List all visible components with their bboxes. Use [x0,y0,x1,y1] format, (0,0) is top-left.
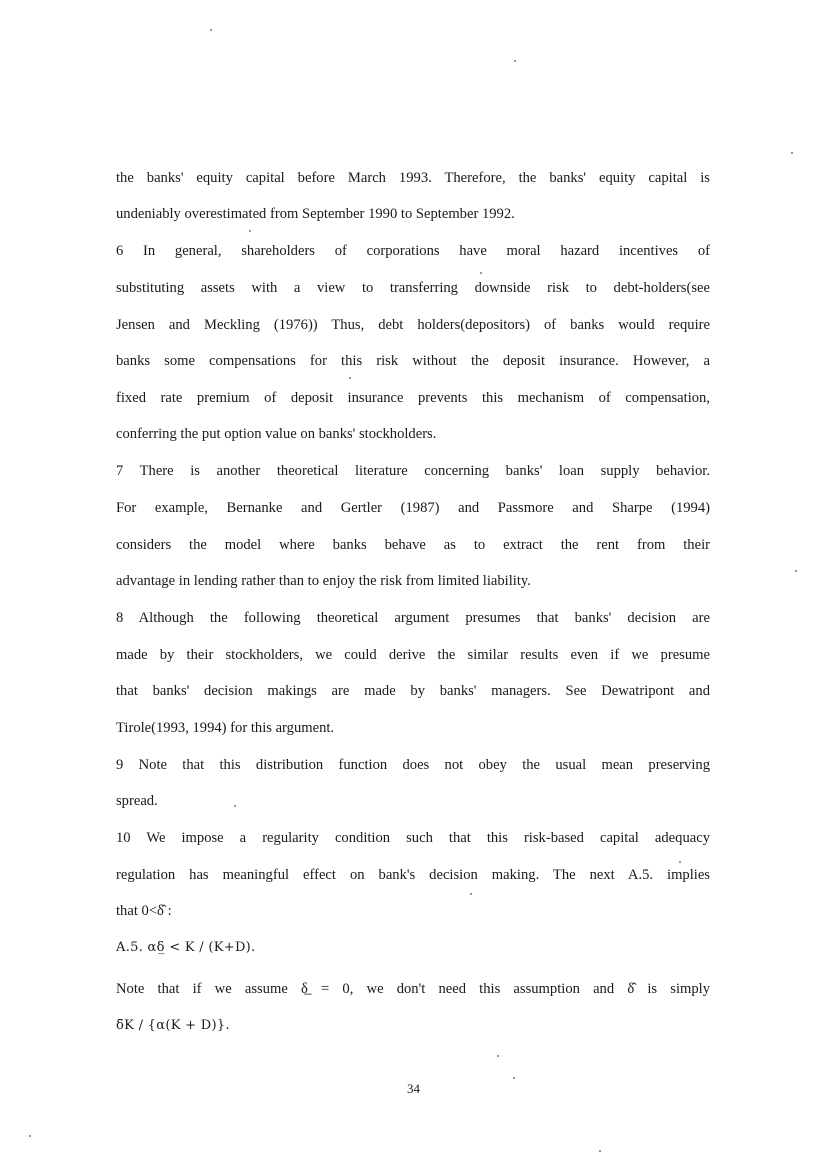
scan-speck [349,377,351,379]
footnote-10-line: 10 We impose a regularity condition such that this risk-based capital adequacy [116,830,710,846]
scan-speck [470,893,472,895]
text-line: that 0<δ̂ : [116,903,172,919]
assumption-a5-formula: A.5. αδ̲ < K / (K+D). [116,940,256,955]
text-line: conferring the put option value on banks' stockholders. [116,426,437,442]
text-line: considers the model where banks behave as to extract the rent from their [116,537,710,553]
scan-speck [791,152,793,154]
document-page [116,0,710,1170]
text-line: that banks' decision makings are made by banks' managers. See Dewatripont and [116,683,710,699]
scan-speck [29,1135,31,1137]
text-line: undeniably overestimated from September 1990 to September 1992. [116,206,515,222]
scan-speck [480,272,482,274]
formula-line: δ̄K / {α(K + D)}. [116,1018,230,1033]
scan-speck [249,230,251,232]
scan-speck [513,1077,515,1079]
text-line: made by their stockholders, we could derive the similar results even if we presume [116,647,710,663]
footnote-7-line: 7 There is another theoretical literature concerning banks' loan supply behavior. [116,463,710,479]
scan-speck [497,1055,499,1057]
text-line: For example, Bernanke and Gertler (1987) and Passmore and Sharpe (1994) [116,500,710,516]
text-line: regulation has meaningful effect on bank's decision making. The next A.5. implies [116,867,710,883]
text-line: Jensen and Meckling (1976)) Thus, debt holders(depositors) of banks would require [116,317,710,333]
text-line: Tirole(1993, 1994) for this argument. [116,720,335,736]
text-line: substituting assets with a view to transferring downside risk to debt-holders(see [116,280,710,296]
scan-speck [514,60,516,62]
footnote-8-line: 8 Although the following theoretical argument presumes that banks' decision are [116,610,710,626]
text-line: banks some compensations for this risk without the deposit insurance. However, a [116,353,710,369]
scan-speck [234,805,236,807]
footnote-6-line: 6 In general, shareholders of corporations have moral hazard incentives of [116,243,710,259]
text-line: advantage in lending rather than to enjoy the risk from limited liability. [116,573,531,589]
scan-speck [210,29,212,31]
footnote-9-line: 9 Note that this distribution function does not obey the usual mean preserving [116,757,710,773]
text-line: spread. [116,793,158,809]
scan-speck [795,570,797,572]
text-line: the banks' equity capital before March 1993. Therefore, the banks' equity capital is [116,170,710,186]
scan-speck [679,861,681,863]
scan-speck [599,1150,601,1152]
text-line: fixed rate premium of deposit insurance prevents this mechanism of compensation, [116,390,710,406]
text-line: Note that if we assume δ̲ = 0, we don't need this assumption and δ̂ is simply [116,981,710,997]
page-number: 34 [407,1081,420,1096]
